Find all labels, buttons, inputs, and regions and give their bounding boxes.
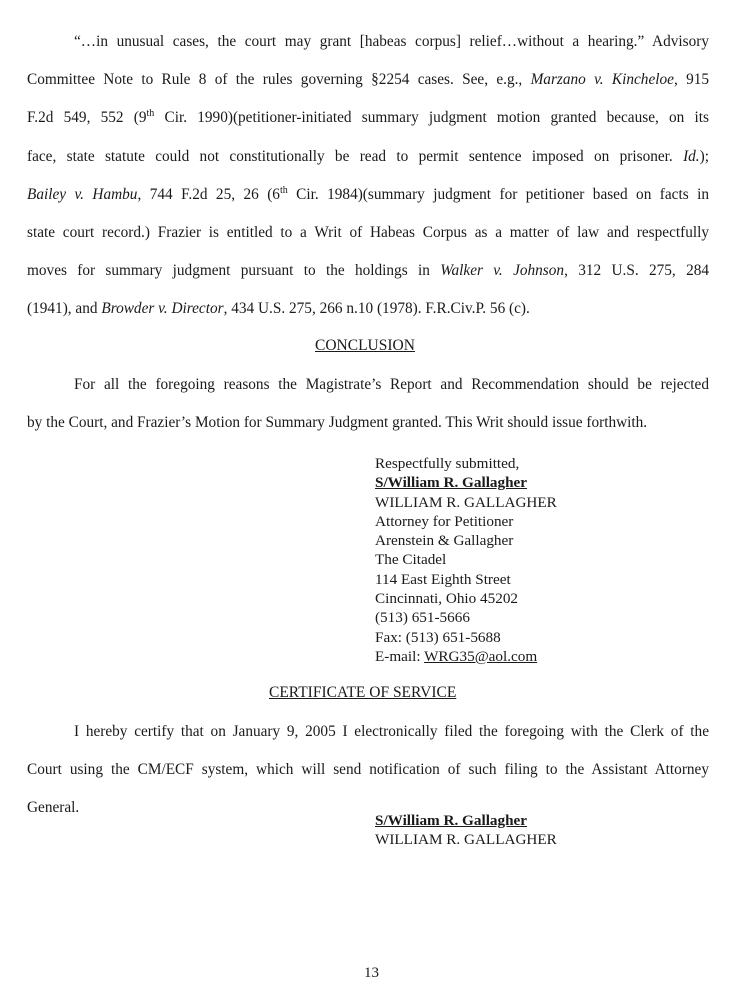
building-name: The Citadel [375,551,447,569]
text-line: Bailey v. Hambu, 744 F.2d 25, 26 (6th Cir. 1984)(summary judgment for petitioner based on facts in [27,184,709,203]
email-link[interactable]: WRG35@aol.com [424,647,538,665]
closing-text: Respectfully submitted, [375,455,520,472]
conclusion-heading: CONCLUSION [315,337,415,354]
ordinal-suffix: th [146,108,155,120]
text-line: “…in unusual cases, the court may grant [habeas corpus] relief…without a hearing.” Advisory [74,33,709,50]
attorney-name: WILLIAM R. GALLAGHER [375,493,557,511]
page-number: 13 [364,965,379,981]
text-line: F.2d 549, 552 (9th Cir. 1990)(petitioner-initiated summary judgment motion granted because, on its [27,108,709,127]
certificate-attorney-name: WILLIAM R. GALLAGHER [375,831,557,849]
certificate-signature-block [375,811,557,850]
case-citation: Bailey v. Hambu [27,185,138,203]
attorney-title: Attorney for Petitioner [375,512,514,530]
city-state-zip: Cincinnati, Ohio 45202 [375,590,519,608]
case-citation: Id. [683,147,700,165]
text-line: by the Court, and Frazier’s Motion for Summary Judgment granted. This Writ should issue forthwith. [27,414,648,432]
certificate-electronic-signature: S/William R. Gallagher [375,812,528,829]
text-line: I hereby certify that on January 9, 2005 I electronically filed the foregoing with the Clerk of the [74,723,709,740]
electronic-signature: S/William R. Gallagher [375,474,528,492]
text-line: General. [27,799,80,817]
firm-name: Arenstein & Gallagher [375,532,514,550]
phone-number: (513) 651-5666 [375,609,470,627]
case-citation: Browder v. Director [101,300,224,318]
certificate-paragraph [27,713,709,828]
certificate-heading: CERTIFICATE OF SERVICE [269,684,457,701]
text-line: (1941), and Browder v. Director, 434 U.S. 275, 266 n.10 (1978). F.R.Civ.P. 56 (c). [27,300,530,318]
case-citation: Walker v. Johnson [440,262,565,280]
ordinal-suffix: th [279,184,288,196]
text-line: moves for summary judgment pursuant to the holdings in Walker v. Johnson, 312 U.S. 275, 284 [27,262,710,280]
text-line: For all the foregoing reasons the Magistrate’s Report and Recommendation should be rejected [74,376,709,393]
email-line [375,647,557,666]
text-line: face, state statute could not constitutionally be read to permit sentence imposed on prisoner. Id.); [27,147,709,165]
fax-number: Fax: (513) 651-5688 [375,628,501,646]
street-address: 114 East Eighth Street [375,570,511,588]
text-line: Committee Note to Rule 8 of the rules governing §2254 cases. See, e.g., Marzano v. Kincheloe, 915 [27,71,710,89]
signature-block [375,454,557,666]
intro-paragraph [27,23,709,329]
text-line: Court using the CM/ECF system, which will send notification of such filing to the Assistant Attorney [27,761,709,779]
email-label: E-mail: [375,647,425,665]
conclusion-paragraph [27,366,709,442]
case-citation: Marzano v. Kincheloe [530,71,674,89]
text-line: state court record.) Frazier is entitled to a Writ of Habeas Corpus as a matter of law and respectfully [27,224,709,242]
